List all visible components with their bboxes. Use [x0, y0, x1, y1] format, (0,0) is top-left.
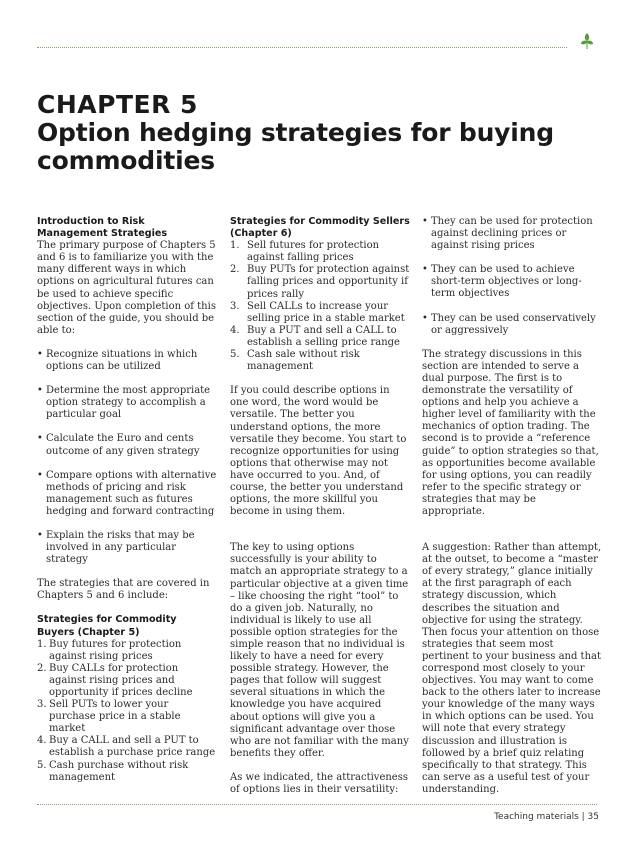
list-item: • They can be used for protection against declining prices or against rising prices: [422, 216, 602, 252]
list-item: • Compare options with alternative methods of pricing and risk management such as futures hedging and forward contracting: [37, 470, 217, 518]
list-item: 1. Buy futures for protection against rising prices: [37, 638, 182, 662]
column-3: [422, 216, 602, 808]
buyers-heading: Strategies for Commodity Buyers (Chapter 5): [37, 614, 177, 638]
page-footer: Teaching materials | 35: [494, 812, 599, 822]
key-paragraph: The key to using options successfully is your ability to match an appropriate strategy to a particular objective at a given time – like choosing the right “tool” to do a given job. Naturally, no individual is likely to use all possible option strategies for the simple reason that no individual is likely to have a need for every possible strategy. However, the pages that follow will suggest several situations in which the knowledge you have acquired about options will give you a significant advantage over those who are not familiar with the many benefits they offer.: [230, 542, 409, 759]
list-item: 3. Sell CALLs to increase your selling price in a stable market: [230, 300, 405, 324]
list-item: 5. Cash purchase without risk management: [37, 759, 189, 783]
bottom-rule: [37, 804, 597, 805]
column-1: [37, 216, 217, 784]
versatility-list: [422, 216, 602, 337]
list-item: • Explain the risks that may be involved in any particular strategy: [37, 530, 217, 566]
list-item: 4. Buy a PUT and sell a CALL to establish a selling price range: [230, 324, 400, 348]
list-item: 5. Cash sale without risk management: [230, 349, 360, 373]
suggestion-paragraph: A suggestion: Rather than attempt, at the outset, to become a “master of every strategy,” glance initially at the first paragraph of each strategy discussion, which describes the situation and objective for using the strategy. Then focus your attention on those strategies that seem most pertinent to your business and that correspond most closely to your objectives. You may want to come back to the others later to increase your knowledge of the many ways in which options can be used. You will note that every strategy discussion and illustration is followed by a brief quiz relating specifically to that strategy. This can serve as a useful test of your understanding.: [422, 542, 602, 795]
list-item: 2. Buy PUTs for protection against falling prices and opportunity if prices rally: [230, 264, 410, 300]
versatile-paragraph: If you could describe options in one word, the word would be versatile. The better you understand options, the more versatile they become. You start to recognize opportunities for using options that otherwise may not have occurred to you. And, of course, the better you understand options, the more skillful you become in using them.: [230, 385, 407, 518]
objectives-list: [37, 349, 217, 566]
list-item: • Recognize situations in which options can be utilized: [37, 349, 217, 373]
list-item: • They can be used to achieve short-term objectives or long-term objectives: [422, 264, 602, 300]
list-item: • Calculate the Euro and cents outcome of any given strategy: [37, 433, 217, 457]
leaf-icon: [580, 32, 594, 50]
attractiveness-paragraph: As we indicated, the attractiveness of options lies in their versatility:: [230, 771, 408, 796]
sellers-list: [230, 240, 410, 373]
intro-heading: Introduction to Risk Management Strategies: [37, 216, 168, 240]
top-rule: [37, 47, 567, 48]
chapter-number: CHAPTER 5: [37, 90, 198, 119]
list-item: 4. Buy a CALL and sell a PUT to establish a purchase price range: [37, 735, 216, 759]
list-item: 3. Sell PUTs to lower your purchase price in a stable market: [37, 699, 181, 735]
chapter-title: Option hedging strategies for buying commodities: [37, 118, 554, 175]
column-2: [230, 216, 410, 808]
list-item: • Determine the most appropriate option strategy to accomplish a particular goal: [37, 385, 217, 421]
chapter-heading: [37, 91, 607, 175]
strategies-paragraph: The strategies that are covered in Chapters 5 and 6 include:: [37, 578, 210, 602]
buyers-list: [37, 639, 217, 784]
list-item: 1. Sell futures for protection against falling prices: [230, 240, 380, 264]
purpose-paragraph: The strategy discussions in this section are intended to serve a dual purpose. The first is to demonstrate the versatility of options and help you achieve a higher level of familiarity with the mechanics of option trading. The second is to provide a “reference guide” to option strategies so that, as opportunities become available for using options, you can readily refer to the specific strategy or strategies that may be appropriate.: [422, 348, 599, 517]
intro-paragraph: The primary purpose of Chapters 5 and 6 is to familiarize you with the many different ways in which options on agricultural futures can be used to achieve specific objectives. Upon completion of this section of the guide, you should be able to:: [37, 240, 216, 336]
sellers-heading: Strategies for Commodity Sellers (Chapter 6): [230, 216, 410, 240]
list-item: • They can be used conservatively or aggressively: [422, 313, 602, 337]
list-item: 2. Buy CALLs for protection against rising prices and opportunity if prices decline: [37, 662, 193, 698]
